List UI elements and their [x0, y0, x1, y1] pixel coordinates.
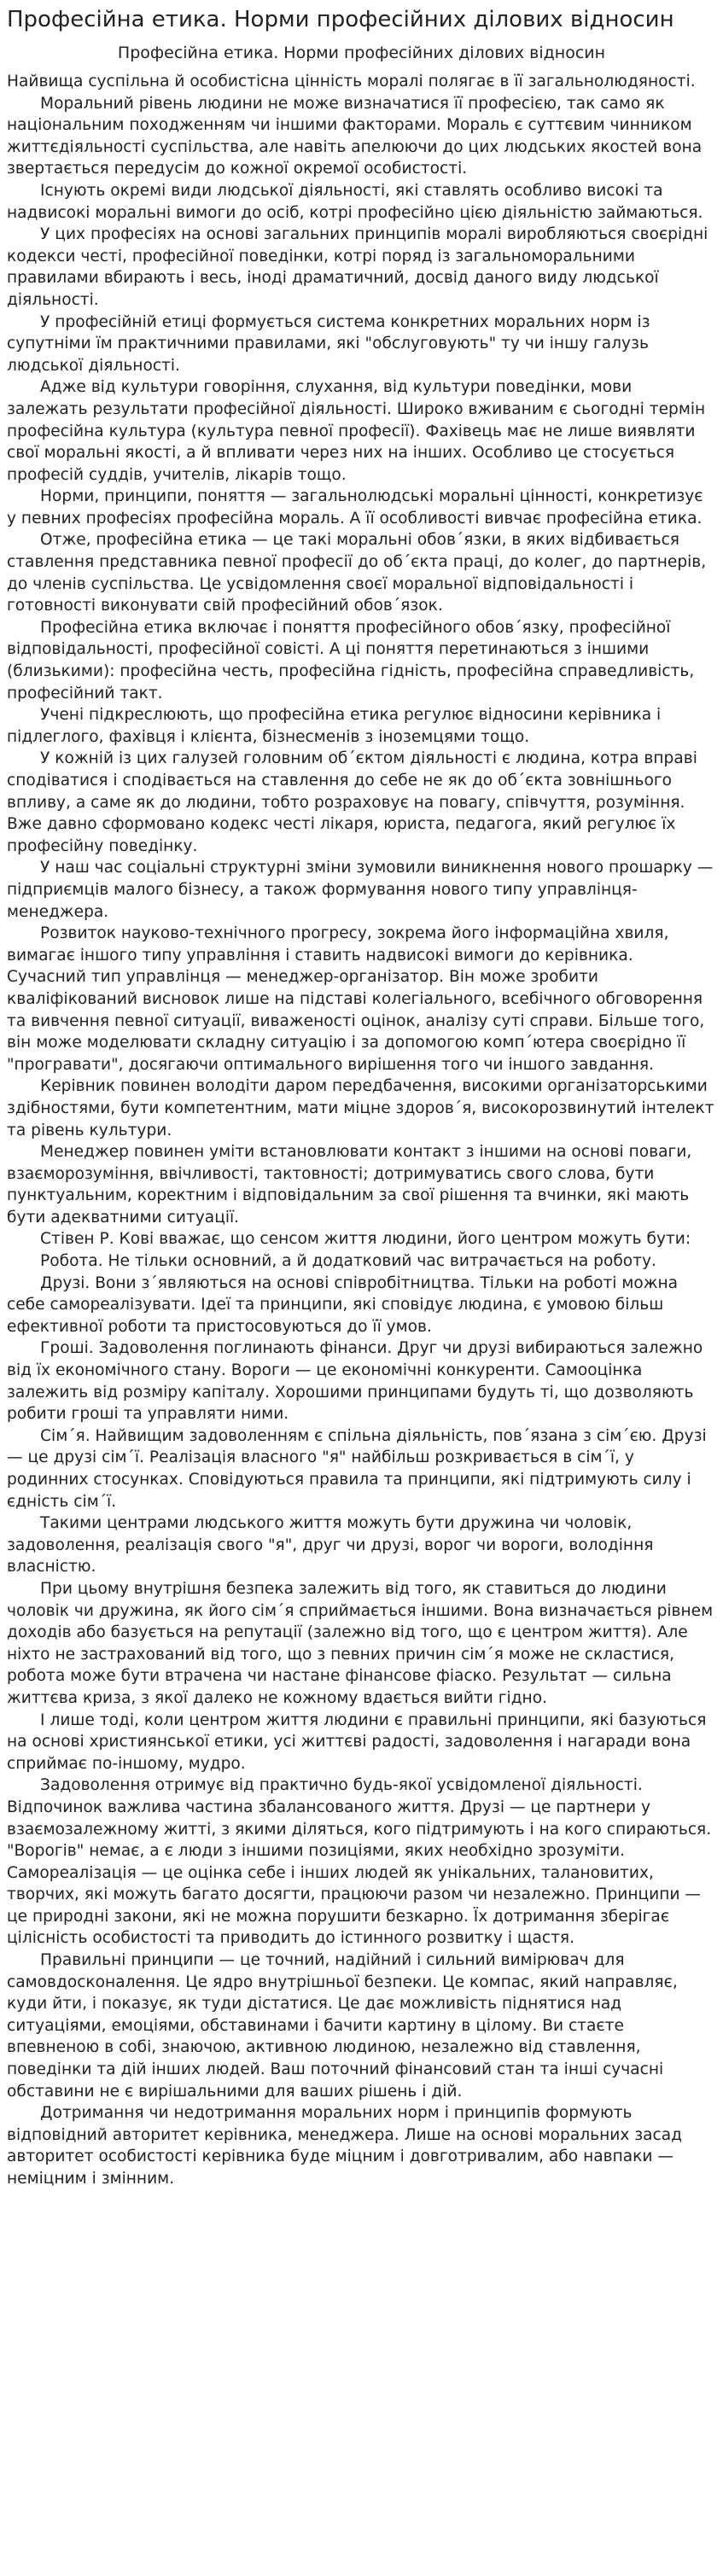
paragraph: Розвиток науково-технічного прогресу, зокрема його інформаційна хвиля, вимагає іншого типу управління і ставить надвисокі вимоги до керівника. Сучасний тип управлінця — менеджер-організатор. Він може зробити кваліфікований висновок лише на підставі колегіального, всебічного обговорення та вивчення певної ситуації, виваженості оцінок, аналізу суті справи. Більше того, він може моделювати складну ситуацію і за допомогою комп´ютера своєрідно її "програвати", досягаючи оптимального вирішення того чи іншого завдання.	[7, 924, 705, 1074]
article-body	[7, 71, 716, 2190]
paragraph: Найвища суспільна й особистісна цінність моралі полягає в її загальнолюдяності.	[7, 73, 696, 90]
paragraph: Стівен Р. Кові вважає, що сенсом життя людини, його центром можуть бути:	[40, 1230, 691, 1249]
page-title: Професійна етика. Норми професійних ділових відносин	[7, 7, 674, 32]
paragraph: Робота. Не тільки основний, а й додатковий час витрачається на роботу.	[40, 1252, 656, 1271]
paragraph: У кожній із цих галузей головним об´єктом діяльності є людина, котра вправі сподіватися і сподівається на ставлення до себе не як до об´єкта зовнішнього впливу, а саме як до людини, тобто розраховує на повагу, співчуття, розуміння. Вже давно сформовано кодекс честі лікаря, юриста, педагога, який регулює їх професійну поведінку.	[7, 749, 697, 855]
paragraph: Гроші. Задоволення поглинають фінанси. Друг чи друзі вибираються залежно від їх економічного стану. Вороги — це економічні конкуренти. Самооцінка залежить від розміру капіталу. Хорошими принципами будуть ті, що дозволяють робити гроші та управляти ними.	[7, 1339, 703, 1424]
paragraph: У наш час соціальні структурні зміни зумовили виникнення нового прошарку — підприємців малого бізнесу, а також формування нового типу управлінця-менеджера.	[7, 859, 714, 921]
article-subtitle: Професійна етика. Норми професійних ділових відносин	[117, 44, 606, 62]
paragraph: У професійній етиці формується система конкретних моральних норм із супутніми їм практичними правилами, які "обслуговують" ту чи іншу галузь людської діяльності.	[7, 312, 650, 375]
paragraph: Професійна етика включає і поняття професійного обов´язку, професійної відповідальності, професійної совісті. А ці поняття перетинаються з іншими (близькими): професійна честь, професійна гідність, професійна справедливість, професійний такт.	[7, 618, 695, 702]
paragraph: У цих професіях на основі загальних принципів моралі виробляються своєрідні кодекси честі, професійної поведінки, котрі поряд із загальноморальними правилами вбирають і весь, іноді драматичний, досвід даного виду людської діяльності.	[7, 225, 708, 309]
paragraph: Норми, принципи, поняття — загальнолюдські моральні цінності, конкретизує у певних професіях професійна мораль. А її особливості вивчає професійна етика.	[7, 487, 703, 527]
paragraph: Задоволення отримує від практично будь-якої усвідомленої діяльності. Відпочинок важлива частина збалансованого життя. Друзі — це партнери у взаємозалежному житті, з якими діляться, кого підтримують і на кого спираються. "Ворогів" немає, а є люди з іншими позиціями, яких необхідно зрозуміти. Самореалізація — це оцінка себе і інших людей як унікальних, талановитих, творчих, які можуть багато досягти, працюючи разом чи незалежно. Принципи — це природні закони, які не можна порушити безкарно. Їх дотримання зберігає цілісність особистості та приводить до істинного розвитку і щастя.	[7, 1776, 712, 1948]
paragraph: Друзі. Вони з´являються на основі співробітництва. Тільки на роботі можна себе самореалізувати. Ідеї та принципи, які сповідує людина, є умовою більш ефективної роботи та пристосовуються до її умов.	[7, 1273, 679, 1336]
paragraph: Сім´я. Найвищим задоволенням є спільна діяльність, пов´язана з сім´єю. Друзі — це друзі сім´ї. Реалізація власного "я" найбільш розкривається в сім´ї, у родинних стосунках. Сповідуються правила та принципи, які підтримують силу і єдність сім´ї.	[7, 1426, 707, 1511]
paragraph: Такими центрами людського життя можуть бути дружина чи чоловік, задоволення, реалізація свого "я", друг чи друзі, ворог чи вороги, володіння власністю.	[7, 1514, 654, 1576]
paragraph: Існують окремі види людської діяльності, які ставлять особливо високі та надвисокі моральні вимоги до осіб, котрі професійно цією діяльністю займаються.	[7, 181, 703, 222]
paragraph: Адже від культури говоріння, слухання, від культури поведінки, мови залежать результати професійної діяльності. Широко вживаним є сьогодні термін професійна культура (культура певної професії). Фахівець має не лише виявляти свої моральні якості, а й впливати через них на інших. Особливо це стосується професій суддів, учителів, лікарів тощо.	[7, 378, 706, 484]
paragraph: Правильні принципи — це точний, надійний і сильний вимірювач для самовдосконалення. Це ядро внутрішньої безпеки. Це компас, який направляє, куди йти, і показує, як туди дістатися. Це дає можливість піднятися над ситуаціями, емоціями, обставинами і бачити картину в цілому. Ви стаєте впевненою в собі, знаючою, активною людиною, незалежно від ставлення, поведінки та дій інших людей. Ваш поточний фінансовий стан та інші сучасні обставини не є вирішальними для ваших рішень і дій.	[7, 1951, 678, 2101]
paragraph: Дотримання чи недотримання моральних норм і принципів формують відповідний авторитет керівника, менеджера. Лише на основі моральних засад авторитет особистості керівника буде міцним і довготривалим, або навпаки — неміцним і змінним.	[7, 2104, 683, 2188]
paragraph: Учені підкреслюють, що професійна етика регулює відносини керівника і підлеглого, фахівця і клієнта, бізнесменів з іноземцями тощо.	[7, 706, 662, 746]
paragraph: Моральний рівень людини не може визначатися її професією, так само як національним походженням чи іншими факторами. Мораль є суттєвим чинником життєдіяльності суспільства, але навіть апелюючи до цих людських якостей вона звертається передусім до кожної окремої особистості.	[7, 94, 703, 178]
paragraph: Керівник повинен володіти даром передбачення, високими організаторськими здібностями, бути компетентним, мати міцне здоров´я, високорозвинутий інтелект та рівень культури.	[7, 1077, 714, 1139]
paragraph: Менеджер повинен уміти встановлювати контакт з іншими на основі поваги, взаєморозуміння, ввічливості, тактовності; дотримуватись свого слова, бути пунктуальним, коректним і відповідальним за свої рішення та вчинки, які мають бути адекватними ситуації.	[7, 1143, 692, 1227]
paragraph: При цьому внутрішня безпека залежить від того, як ставиться до людини чоловік чи дружина, як його сім´я сприймається іншими. Вона визначається рівнем доходів або базується на репутації (залежно від того, що є центром життя). Але ніхто не застрахований від того, що з певних причин сім´я може не скластися, робота може бути втрачена чи настане фінансове фіаско. Результат — сильна життєва криза, з якої далеко не кожному вдається вийти гідно.	[7, 1579, 714, 1707]
paragraph: Отже, професійна етика — це такі моральні обов´язки, в яких відбивається ставлення представника певної професії до об´єкта праці, до колег, до партнерів, до членів суспільства. Це усвідомлення своєї моральної відповідальності і готовності виконувати свій професійний обов´язок.	[7, 531, 707, 615]
paragraph: І лише тоді, коли центром життя людини є правильні принципи, які базуються на основі християнської етики, усі життєві радості, задоволення і нагаради вона сприймає по-іншому, мудро.	[7, 1711, 707, 1773]
